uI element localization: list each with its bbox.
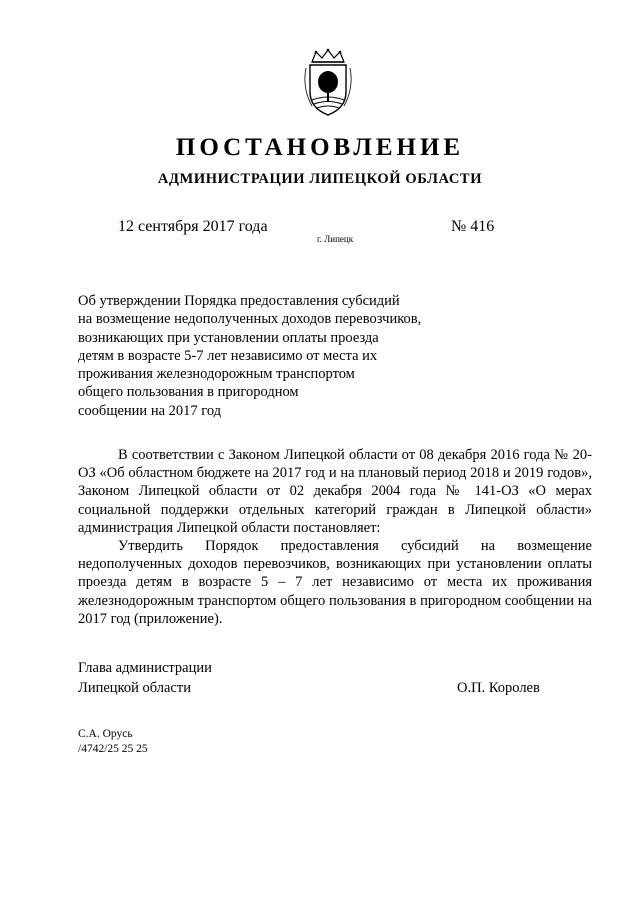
heading-line: Об утверждении Порядка предоставления субсидий (78, 293, 400, 309)
document-heading (78, 292, 478, 420)
executor-contact (78, 727, 148, 757)
signatory-name: О.П. Королев (457, 680, 540, 696)
heading-line: сообщении на 2017 год (78, 402, 222, 419)
executor-name: С.А. Орусь (78, 728, 133, 740)
heading-line: на возмещение недополученных доходов перевозчиков, (78, 311, 422, 328)
document-title: ПОСТАНОВЛЕНИЕ (175, 134, 465, 161)
executor-phone: /4742/25 25 25 (78, 743, 148, 755)
body-paragraph: Утвердить Порядок предоставления субсидий на возмещение недополученных доходов перевозчиков, возникающих при установлении оплаты проезда детям в возрасте 5 – 7 лет независимо от места их проживания железнодорожным транспортом общего пользования в пригородном сообщении на 2017 год (приложение). (78, 538, 592, 627)
document-body (78, 446, 592, 628)
document-subtitle: АДМИНИСТРАЦИИ ЛИПЕЦКОЙ ОБЛАСТИ (157, 171, 483, 187)
signatory-position-line: Глава администрации (78, 660, 212, 676)
document-city: г. Липецк (317, 234, 354, 244)
document-date: 12 сентября 2017 года (118, 218, 268, 235)
heading-line: детям в возрасте 5-7 лет независимо от места их (78, 347, 378, 364)
document-number: № 416 (451, 218, 495, 235)
coat-of-arms-icon (298, 48, 358, 118)
signatory-position (78, 658, 212, 698)
heading-line: проживания железнодорожным транспортом (78, 366, 355, 383)
signatory-position-line: Липецкой области (78, 680, 191, 696)
heading-line: общего пользования в пригородном (78, 384, 299, 401)
heading-line: возникающих при установлении оплаты проезда (78, 329, 379, 346)
body-paragraph: В соответствии с Законом Липецкой области от 08 декабря 2016 года № 20-ОЗ «Об областном бюджете на 2017 год и на плановый период 2018 и 2019 годов», Законом Липецкой области от 02 декабря 2004 года № 141-ОЗ «О мерах социальной поддержки отдельных категорий граждан в Липецкой области» администрация Липецкой области постановляет: (78, 447, 592, 536)
